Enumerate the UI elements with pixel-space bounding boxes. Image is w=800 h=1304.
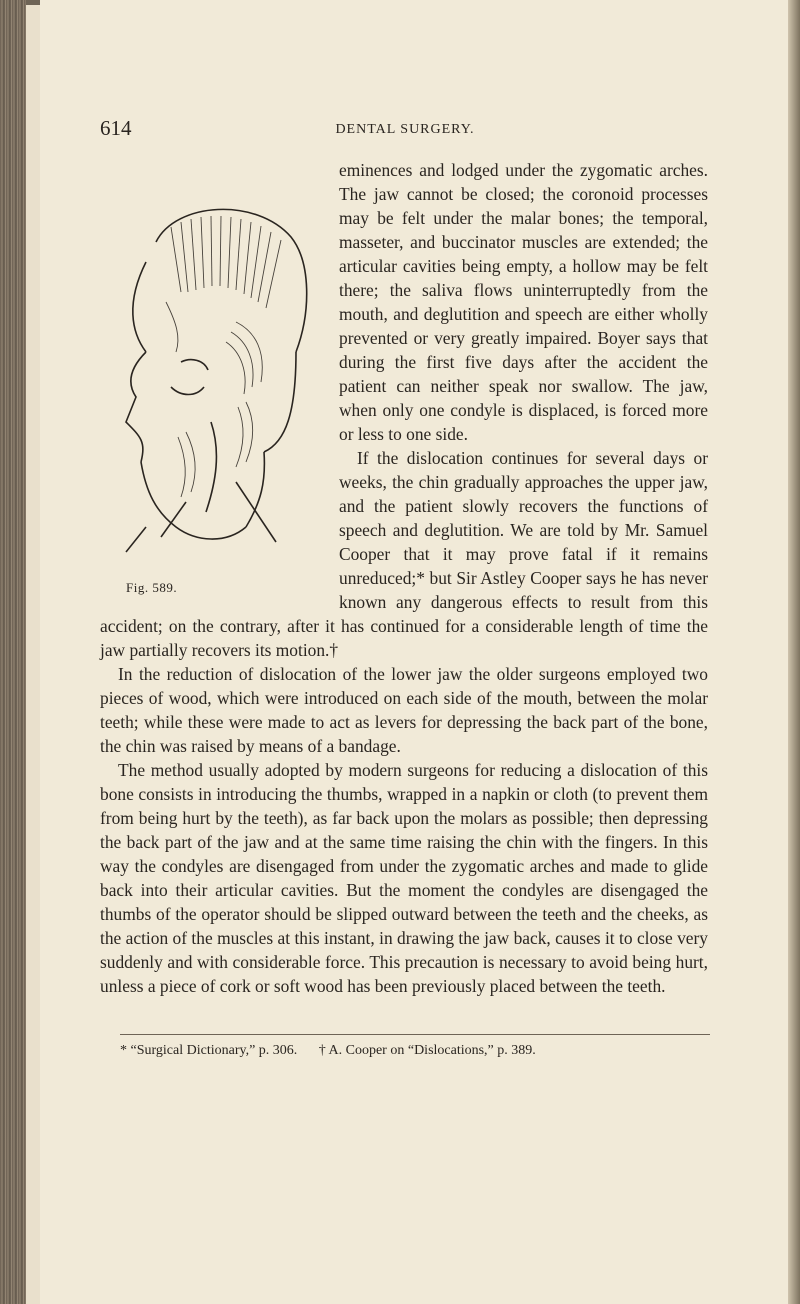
page-header (100, 116, 710, 146)
footnotes (120, 1043, 710, 1059)
page-number: 614 (100, 116, 132, 140)
paragraph-3: In the reduction of dislocation of the lower jaw the older surgeons employed two pieces of wood, which were introduced on each side of the mouth, between the molar teeth; while these were made to act as levers for depressing the back part of the bone, the chin was raised by means of a bandage. (100, 664, 708, 756)
body-text (100, 158, 708, 998)
figure-caption: Fig. 589. (126, 580, 178, 595)
page-right-edge (788, 0, 800, 1304)
paragraph-4: The method usually adopted by modern surgeons for reducing a dislocation of this bone consists in introducing the thumbs, wrapped in a napkin or cloth (to prevent them from being hurt by the teeth), as far back upon the molars as possible; then depressing the back part of the jaw and at the same time raising the chin with the fingers. In this way the condyles are disengaged from under the zygomatic arches and made to glide back into their articular cavities. But the moment the condyles are disengaged the thumbs of the operator should be slipped outward between the teeth and the cheeks, as the action of the muscles at this instant, in drawing the jaw back, causes it to close very suddenly and with considerable force. This precaution is necessary to avoid being hurt, unless a piece of cork or soft wood has been previously placed between the teeth. (100, 760, 708, 996)
footnote-divider (120, 1034, 710, 1035)
footnote-1: * “Surgical Dictionary,” p. 306. (120, 1043, 298, 1058)
paragraph-1-text: eminences and lodged under the zygomatic arches. The jaw cannot be closed; the coronoid processes may be felt under the malar bones; the temporal, masseter, and buccinator muscles are extended; the articular cavities being empty, a hollow may be felt there; the saliva flows uninterruptedly from the mouth, and deglutition and speech are either wholly prevented or very greatly impaired. Boyer says that during the first five days after the accident the patient can neither speak nor swallow. The jaw, when only one condyle is displaced, is forced more or less to one side. (339, 160, 708, 444)
running-head: DENTAL SURGERY. (335, 122, 475, 137)
figure-589 (86, 182, 321, 602)
paragraph-2: If the dislocation continues for several days or weeks, the chin gradually approaches the upper jaw, and the patient slowly recovers the functions of speech and deglutition. We are told by Mr. Samuel Cooper that it may prove fatal if it remains unreduced;* but Sir Astley Cooper says he has never known any dangerous effects to result from this accident; on the contrary, after it has continued for a considerable length of time the jaw partially recovers its motion.† (100, 448, 708, 660)
footnote-2: † A. Cooper on “Dislocations,” p. 389. (318, 1043, 536, 1058)
head-with-dislocated-jaw-illustration-icon (86, 182, 321, 582)
book-binding-edge (0, 0, 26, 1304)
